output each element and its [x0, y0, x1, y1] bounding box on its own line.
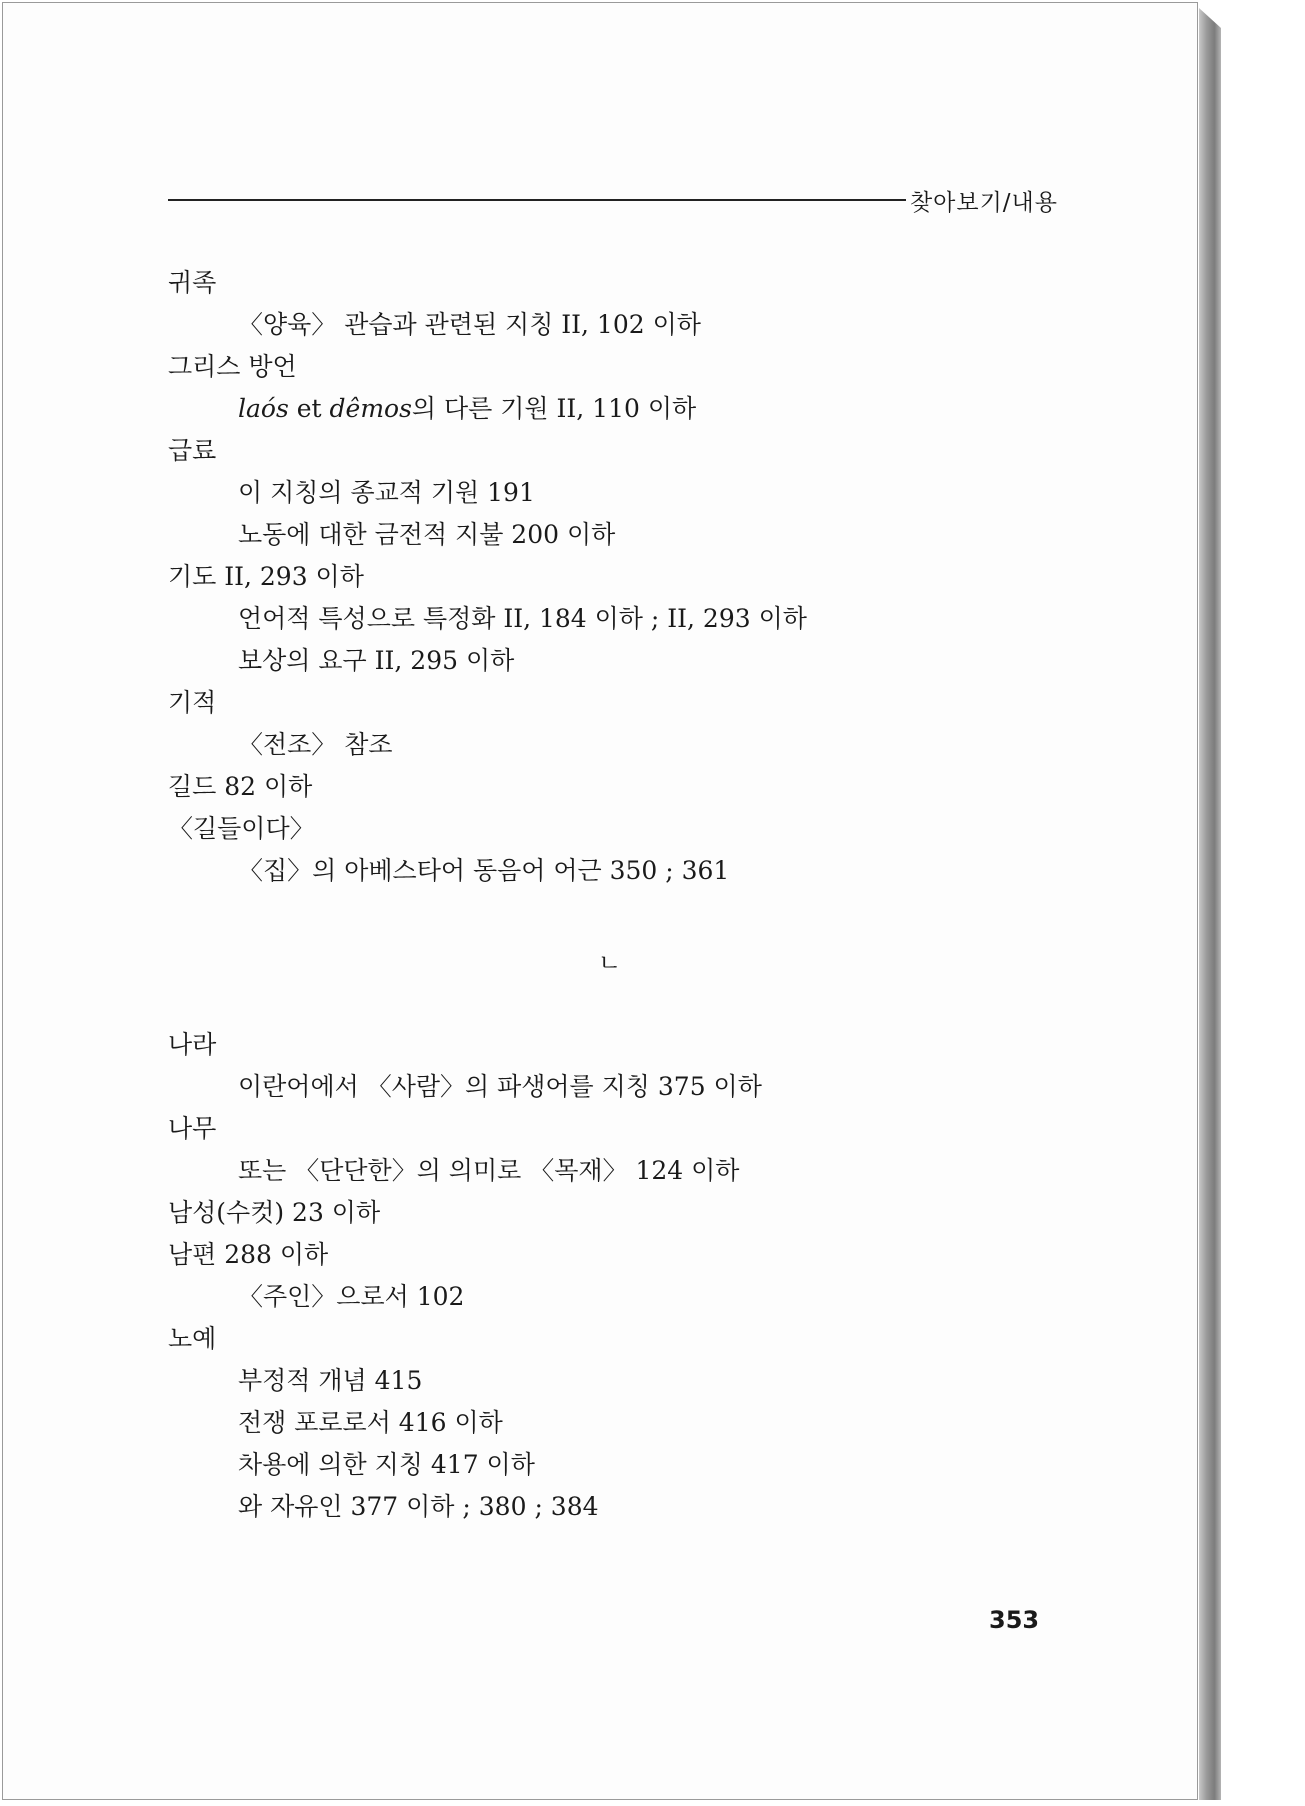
index-entry-main: 나라	[168, 1030, 217, 1059]
index-entry-sub: 보상의 요구 II, 295 이하	[238, 646, 515, 675]
running-header	[168, 178, 1058, 222]
index-entry-sub: 부정적 개념 415	[238, 1366, 423, 1395]
index-entry-main: 남성(수컷) 23 이하	[168, 1198, 381, 1227]
index-entry-sub: 이란어에서 〈사람〉의 파생어를 지칭 375 이하	[238, 1072, 762, 1101]
italic-term-laos: laós	[238, 394, 289, 423]
index-entry-sub: 노동에 대한 금전적 지불 200 이하	[238, 520, 616, 549]
index-entry-main: 남편 288 이하	[168, 1240, 329, 1269]
section-letter-heading: ㄴ	[598, 949, 622, 977]
index-entry-main: 그리스 방언	[168, 352, 297, 381]
index-entry-sub: 〈양육〉 관습과 관련된 지칭 II, 102 이하	[238, 310, 701, 339]
index-entry-sub: 〈주인〉으로서 102	[238, 1282, 465, 1311]
index-entry-main: 노예	[168, 1324, 217, 1353]
index-entry-sub: 언어적 특성으로 특정화 II, 184 이하 ; II, 293 이하	[238, 604, 807, 633]
index-entry-sub: 〈집〉의 아베스타어 동음어 어근 350 ; 361	[238, 856, 730, 885]
index-list-group-1	[168, 262, 1068, 892]
header-rule	[168, 199, 906, 201]
index-entry-sub: 전쟁 포로로서 416 이하	[238, 1408, 503, 1437]
index-entry-main: 기도 II, 293 이하	[168, 562, 364, 591]
index-entry-sub: laós et dêmos의 다른 기원 II, 110 이하	[238, 394, 697, 423]
page-number: 353	[989, 1606, 1040, 1634]
page-edge-shadow	[1199, 8, 1221, 1800]
index-entry-main: 나무	[168, 1114, 217, 1143]
index-entry-main: 길드 82 이하	[168, 772, 313, 801]
index-entry-sub: 와 자유인 377 이하 ; 380 ; 384	[238, 1492, 599, 1521]
index-entry-sub: 또는 〈단단한〉의 의미로 〈목재〉 124 이하	[238, 1156, 740, 1185]
index-entry-main: 귀족	[168, 268, 217, 297]
index-entry-main: 〈길들이다〉	[168, 814, 315, 843]
index-entry-sub: 이 지칭의 종교적 기원 191	[238, 478, 535, 507]
index-entry-sub: 차용에 의한 지칭 417 이하	[238, 1450, 535, 1479]
header-title: 찾아보기/내용	[909, 190, 1058, 216]
index-entry-sub: 〈전조〉 참조	[238, 730, 393, 759]
index-list-group-2	[168, 1024, 1068, 1528]
italic-term-demos: dêmos	[329, 394, 412, 423]
index-entry-main: 기적	[168, 688, 217, 717]
index-entry-main: 급료	[168, 436, 217, 465]
